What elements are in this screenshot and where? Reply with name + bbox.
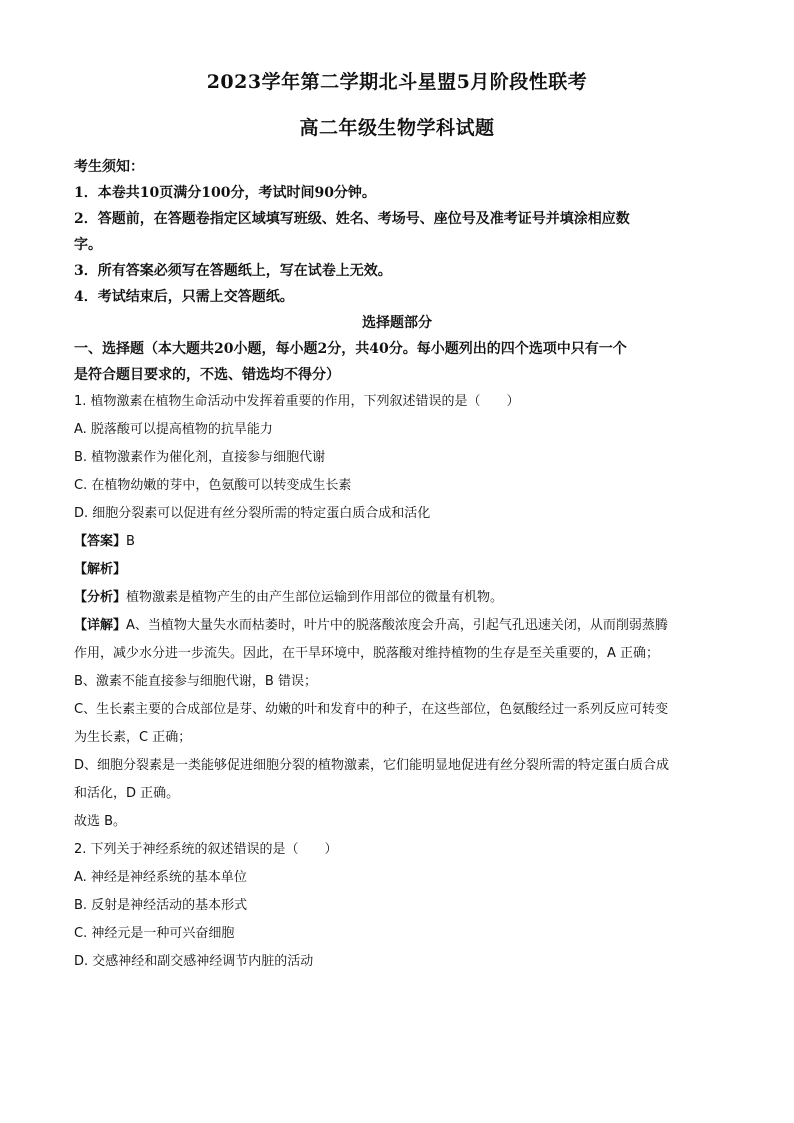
- fenxi-line: [74, 584, 720, 612]
- option-d: D. 细胞分裂素可以促进有丝分裂所需的特定蛋白质合成和活化: [74, 506, 431, 521]
- option-c: C. 神经元是一种可兴奋细胞: [74, 926, 235, 941]
- notice-item: 4．考试结束后，只需上交答题纸。: [74, 289, 294, 305]
- option-a: A. 脱落酸可以提高植物的抗旱能力: [74, 422, 273, 437]
- xiangjie-line: 作用，减少水分进一步流失。因此，在干旱环境中，脱落酸对维持植物的生存是至关重要的，A 正确；: [74, 646, 660, 661]
- part-title: 选择题部分: [362, 315, 432, 331]
- answer-tag: 【答案】: [74, 534, 127, 549]
- xiangjie-line: C、生长素主要的合成部位是芽、幼嫩的叶和发育中的种子，在这些部位，色氨酸经过一系列反应可转变: [74, 702, 669, 717]
- notice-heading: 考生须知：: [74, 159, 144, 175]
- answer-value: B: [126, 534, 135, 549]
- section-instruction: 一、选择题（本大题共20小题，每小题2分，共40分。每小题列出的四个选项中只有一个: [74, 341, 627, 357]
- option-b: B. 反射是神经活动的基本形式: [74, 898, 248, 913]
- xiangjie-line: 为生长素，C 正确；: [74, 730, 192, 745]
- exam-subtitle: 高二年级生物学科试题: [299, 117, 495, 139]
- question-1: [74, 388, 720, 836]
- exam-title: 2023学年第二学期北斗星盟5月阶段性联考: [206, 71, 588, 93]
- fenxi-text: 植物激素是植物产生的由产生部位运输到作用部位的微量有机物。: [126, 590, 504, 605]
- option-a: A. 神经是神经系统的基本单位: [74, 870, 247, 885]
- answer-line: [74, 528, 720, 556]
- option-d: D. 交感神经和副交感神经调节内脏的活动: [74, 954, 314, 969]
- notice-block: [74, 154, 720, 310]
- xiangjie-line: 和活化，D 正确。: [74, 786, 180, 801]
- option-c: C. 在植物幼嫩的芽中，色氨酸可以转变成生长素: [74, 478, 352, 493]
- section-instruction: 是符合题目要求的，不选、错选均不得分）: [74, 367, 340, 383]
- question-stem: 1. 植物激素在植物生命活动中发挥着重要的作用，下列叙述错误的是（ ）: [74, 394, 520, 409]
- notice-item: 1．本卷共10页满分100分，考试时间90分钟。: [74, 185, 376, 201]
- conclusion-line: 故选 B。: [74, 814, 127, 829]
- xiangjie-line: [74, 612, 720, 640]
- question-2: [74, 836, 720, 976]
- xiangjie-tag: 【详解】: [74, 618, 127, 633]
- notice-item: 字。: [74, 237, 102, 253]
- analysis-tag: 【解析】: [74, 562, 127, 577]
- notice-item: 2．答题前，在答题卷指定区域填写班级、姓名、考场号、座位号及准考证号并填涂相应数: [74, 211, 630, 227]
- xiangjie-line: B、激素不能直接参与细胞代谢，B 错误；: [74, 674, 317, 689]
- question-stem: 2. 下列关于神经系统的叙述错误的是（ ）: [74, 842, 338, 857]
- option-b: B. 植物激素作为催化剂，直接参与细胞代谢: [74, 450, 326, 465]
- fenxi-tag: 【分析】: [74, 590, 127, 605]
- analysis-line: [74, 556, 720, 584]
- xiangjie-line: D、细胞分裂素是一类能够促进细胞分裂的植物激素，它们能明显地促进有丝分裂所需的特定蛋白质合成: [74, 758, 670, 773]
- notice-item: 3．所有答案必须写在答题纸上，写在试卷上无效。: [74, 263, 392, 279]
- xiangjie-text: A、当植物大量失水而枯萎时，叶片中的脱落酸浓度会升高，引起气孔迅速关闭，从而削弱蒸腾: [126, 618, 668, 633]
